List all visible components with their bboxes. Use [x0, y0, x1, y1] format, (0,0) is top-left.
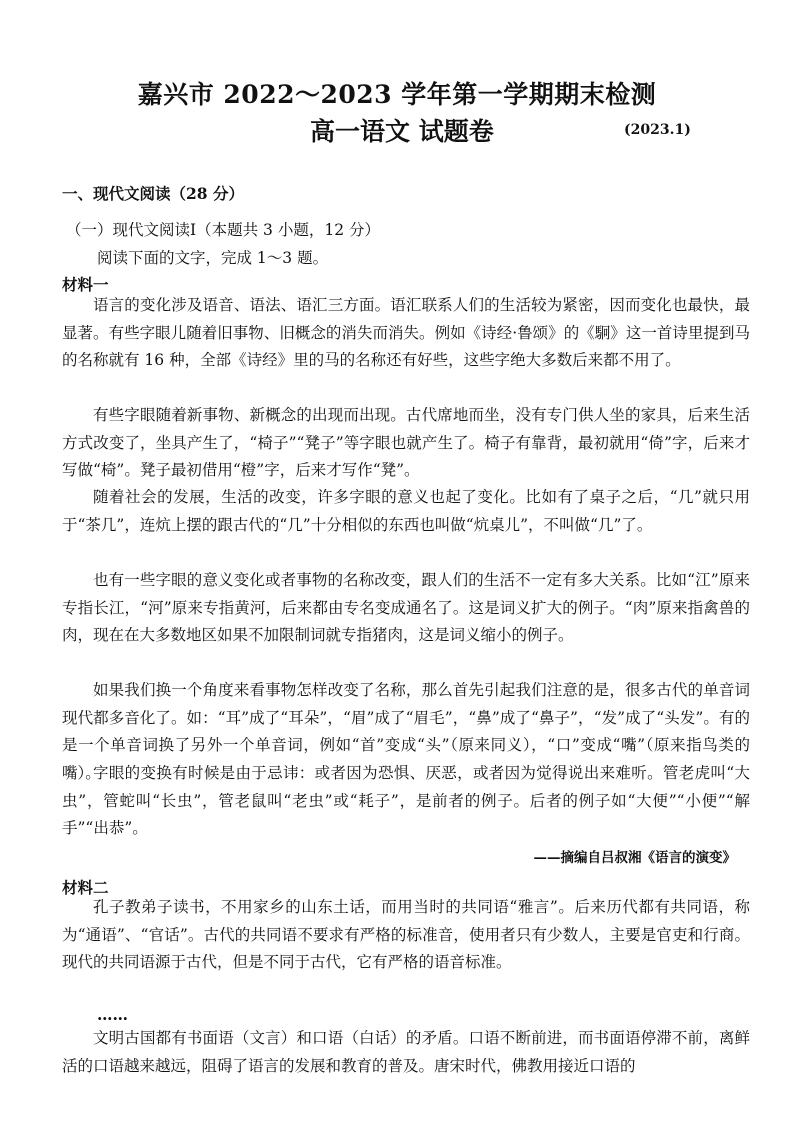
- exam-date: (2023.1): [624, 122, 691, 138]
- material-one-paragraph: 随着社会的发展，生活的改变，许多字眼的意义也起了变化。比如有了桌子之后，“几”就只用于“茶几”，连炕上摆的跟古代的“几”十分相似的东西也叫做“炕桌儿”，不叫做“几”了。: [62, 488, 750, 534]
- material-one-paragraph: 语言的变化涉及语音、语法、语汇三方面。语汇联系人们的生活较为紧密，因而变化也最快，最显著。有些字眼儿随着旧事物、旧概念的消失而消失。例如《诗经·鲁颂》的《駉》这一首诗里提到马的名称就有 16 种，全部《诗经》里的马的名称还有好些，这些字绝大多数后来都不用了。: [62, 296, 750, 370]
- material-one-label: 材料一: [62, 275, 109, 294]
- material-one-attribution: ——摘编自吕叔湘《语言的演变》: [533, 850, 736, 866]
- material-two-label: 材料二: [62, 878, 109, 897]
- omission-ellipsis: ……: [97, 1005, 128, 1024]
- reading-instruction: 阅读下面的文字，完成 1～3 题。: [97, 249, 329, 267]
- section-heading: 一、现代文阅读（28 分）: [62, 184, 244, 203]
- material-one-paragraph: 如果我们换一个角度来看事物怎样改变了名称，那么首先引起我们注意的是，很多古代的单音词现代都多音化了。如：“耳”成了“耳朵”，“眉”成了“眉毛”，“鼻”成了“鼻子”，“发”成了“头发”。有的是一个单音词换了另外一个单音词，例如“首”变成“头”（原来同义），“口”变成“嘴”（原来指鸟类的嘴）。: [62, 681, 750, 783]
- material-one-paragraph: 字眼的变换有时候是由于忌讳：或者因为恐惧、厌恶，或者因为觉得说出来难听。管老虎叫“大虫”，管蛇叫“长虫”，管老鼠叫“老虫”或“耗子”，是前者的例子。后者的例子如“大便”“小便”“解手”“出恭”。: [62, 764, 750, 838]
- material-two-paragraph: 孔子教弟子读书，不用家乡的山东土话，而用当时的共同语“雅言”。后来历代都有共同语，称为“通语”、“官话”。古代的共同语不要求有严格的标准音，使用者只有少数人，主要是官吏和行商。现代的共同语源于古代，但是不同于古代，它有严格的语音标准。: [62, 898, 750, 972]
- material-one-paragraph: 也有一些字眼的意义变化或者事物的名称改变，跟人们的生活不一定有多大关系。比如“江”原来专指长江，“河”原来专指黄河，后来都由专名变成通名了。这是词义扩大的例子。“肉”原来指禽兽的肉，现在在大多数地区如果不加限制词就专指猪肉，这是词义缩小的例子。: [62, 571, 750, 645]
- exam-title: 嘉兴市 2022～2023 学年第一学期期末检测: [137, 80, 657, 109]
- exam-subtitle: 高一语文 试题卷: [310, 117, 494, 146]
- material-two-paragraph: 文明古国都有书面语（文言）和口语（白话）的矛盾。口语不断前进，而书面语停滞不前，离鲜活的口语越来越远，阻碍了语言的发展和教育的普及。唐宋时代，佛教用接近口语的: [62, 1029, 750, 1075]
- material-one-paragraph: 有些字眼随着新事物、新概念的出现而出现。古代席地而坐，没有专门供人坐的家具，后来生活方式改变了，坐具产生了，“椅子”“凳子”等字眼也就产生了。椅子有靠背，最初就用“倚”字，后来才写做“椅”。凳子最初借用“橙”字，后来才写作“凳”。: [62, 406, 750, 480]
- sub-section-heading: （一）现代文阅读Ⅰ（本题共 3 小题，12 分）: [66, 221, 380, 239]
